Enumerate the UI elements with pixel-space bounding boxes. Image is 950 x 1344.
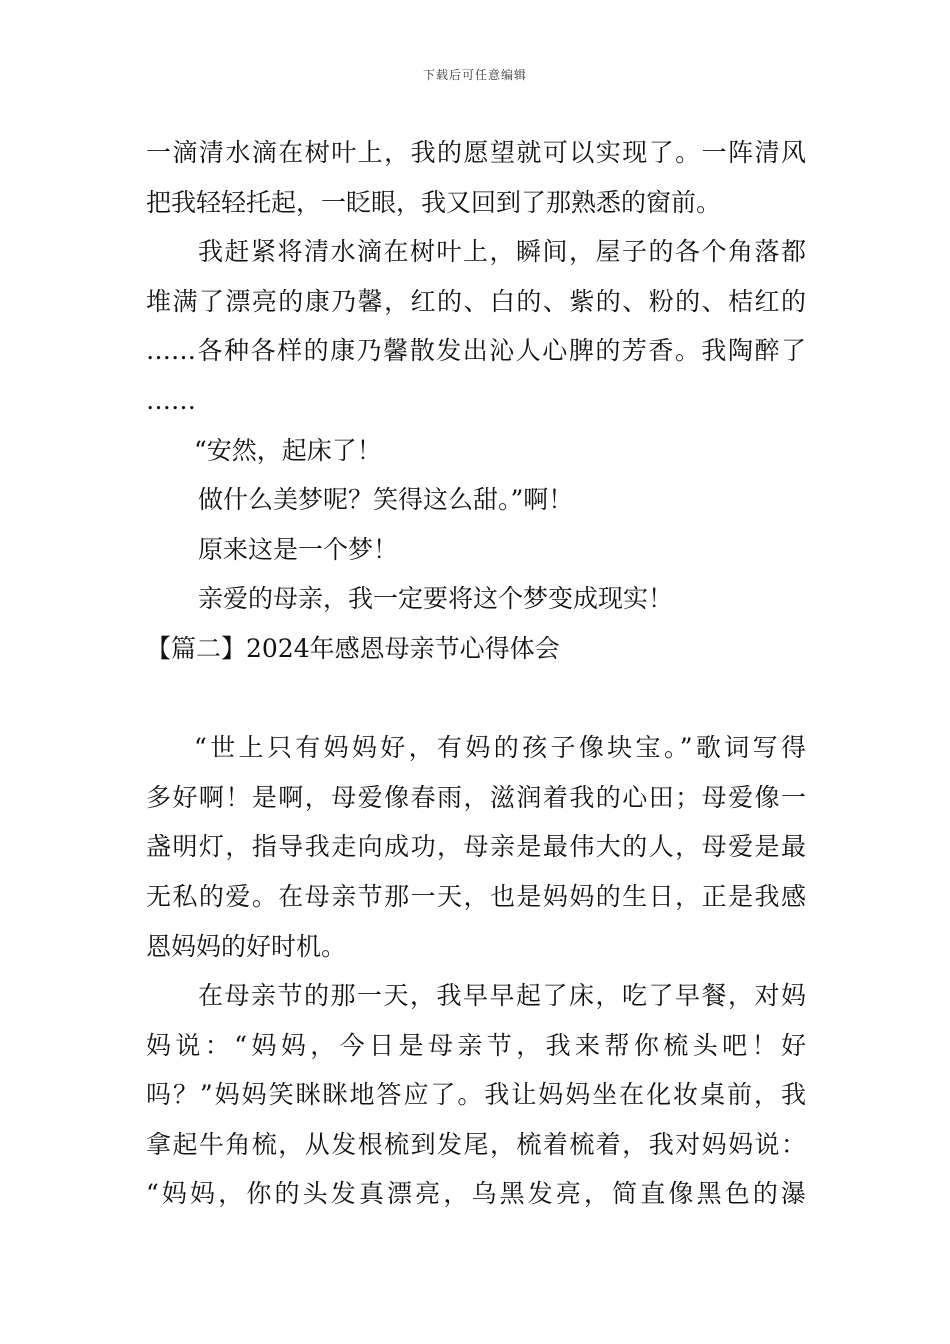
text-line: 盏明灯，指导我走向成功，母亲是最伟大的人，母爱是最 <box>146 832 806 862</box>
text-line: 亲爱的母亲，我一定要将这个梦变成现实！ <box>198 584 674 614</box>
text-line: “妈妈，你的头发真漂亮，乌黑发亮，简直像黑色的瀑 <box>146 1179 806 1209</box>
section-heading: 【篇二】2024年感恩母亲节心得体会 <box>146 633 560 663</box>
text-line: “安然，起床了！ <box>194 435 382 465</box>
page-header: 下载后可任意编辑 <box>422 68 527 82</box>
text-line: 把我轻轻托起，一眨眼，我又回到了那熟悉的窗前。 <box>146 187 722 217</box>
text-line: ……各种各样的康乃馨散发出沁人心脾的芳香。我陶醉了 <box>146 336 806 366</box>
blank-line <box>146 674 806 724</box>
text-line: 恩妈妈的好时机。 <box>146 931 347 961</box>
text-line: 一滴清水滴在树叶上，我的愿望就可以实现了。一阵清风 <box>146 138 806 167</box>
text-line: 多好啊！是啊，母爱像春雨，滋润着我的心田；母爱像一 <box>146 782 806 812</box>
text-line: 无私的爱。在母亲节那一天，也是妈妈的生日，正是我感 <box>146 881 806 911</box>
text-line: 吗？”妈妈笑眯眯地答应了。我让妈妈坐在化妆桌前，我 <box>146 1080 806 1110</box>
document-body <box>146 128 806 1219</box>
text-line: 在母亲节的那一天，我早早起了床，吃了早餐，对妈 <box>198 981 806 1011</box>
text-line: …… <box>146 385 196 415</box>
text-line: 做什么美梦呢？笑得这么甜。”啊！ <box>198 485 574 515</box>
text-line: 妈说：“妈妈，今日是母亲节，我来帮你梳头吧！好 <box>146 1030 806 1060</box>
text-line: 拿起牛角梳，从发根梳到发尾，梳着梳着，我对妈妈说： <box>146 1129 806 1159</box>
text-line: 堆满了漂亮的康乃馨，红的、白的、紫的、粉的、桔红的 <box>146 286 806 316</box>
text-line: “世上只有妈妈好，有妈的孩子像块宝。”歌词写得 <box>194 733 806 763</box>
text-line: 原来这是一个梦！ <box>198 534 399 564</box>
text-line: 我赶紧将清水滴在树叶上，瞬间，屋子的各个角落都 <box>198 237 806 267</box>
